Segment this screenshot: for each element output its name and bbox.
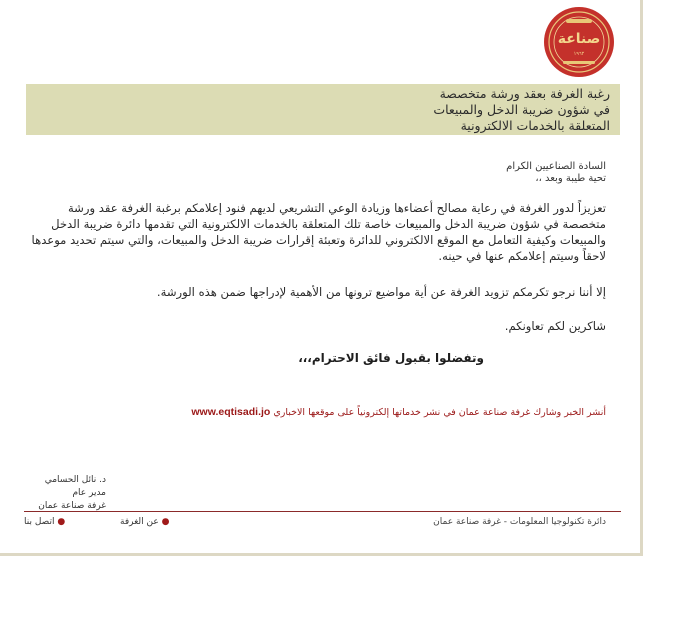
- subject-line: في شؤون ضريبة الدخل والمبيعات: [433, 102, 610, 117]
- salutation-greeting: تحية طيبة وبعد ،،: [535, 173, 606, 184]
- footer-contact: [24, 517, 65, 527]
- signatory-name: د. نائل الحسامي: [44, 475, 106, 485]
- subject-line: رغبة الغرفة بعقد ورشة متخصصة: [439, 86, 610, 101]
- bullet-icon: ●: [161, 517, 170, 527]
- signature-block: [24, 474, 106, 513]
- chamber-seal-icon: [542, 5, 616, 79]
- salutation: [506, 161, 606, 185]
- footer-about: [120, 517, 170, 527]
- letter-subject: [250, 86, 610, 134]
- subject-line: المتعلقة بالخدمات الالكترونية: [460, 118, 610, 133]
- bullet-icon: ●: [57, 517, 66, 527]
- share-text: أنشر الخبر وشارك غرفة صناعة عمان في نشر خدماتها إلكترونياً على موقعها الاخباري: [273, 407, 606, 418]
- footer-department: دائرة تكنولوجيا المعلومات - غرفة صناعة عمان: [433, 517, 606, 527]
- signatory-org: غرفة صناعة عمان: [38, 501, 106, 511]
- closing-line: وتفضلوا بقبول فائق الاحترام،،،: [298, 351, 484, 365]
- chamber-logo: [542, 5, 616, 79]
- about-chamber-link[interactable]: عن الغرفة: [120, 517, 159, 527]
- signatory-title: مدير عام: [72, 488, 106, 498]
- body-paragraph-3: شاكرين لكم تعاونكم.: [504, 319, 606, 333]
- news-site-link[interactable]: www.eqtisadi.jo: [191, 406, 271, 418]
- svg-text:صناعة: صناعة: [557, 31, 601, 47]
- body-paragraph-2: إلا أننا نرجو تكرمكم تزويد الغرفة عن أية مواضيع ترونها من الأهمية لإدراجها ضمن هذه الورشة.: [156, 285, 606, 299]
- share-notice: [191, 406, 606, 418]
- salutation-recipients: السادة الصناعيين الكرام: [506, 161, 606, 172]
- body-paragraph-1: تعزيزاً لدور الغرفة في رعاية مصالح أعضاءها وزيادة الوعي التشريعي لديهم فنود إعلامكم برغبة الغرفة عقد ورشة متخصصة في شؤون ضريبة الدخل والمبيعات خاصة تلك المتعلقة بالخدمات الالكترونية التي تقدمها دائرة ضريبة الدخل والمبيعات وكيفية التعامل مع الموقع الالكتروني للدائرة وتعبئة إقرارات ضريبة الدخل والمبيعات، والتي سيتم تحديد موعدها لاحقاً وسيتم إعلامكم عنها في حينه.: [31, 201, 606, 263]
- contact-us-link[interactable]: اتصل بنا: [24, 517, 55, 527]
- svg-text:١٩٦٢: ١٩٦٢: [573, 51, 585, 57]
- footer-divider: [24, 511, 621, 512]
